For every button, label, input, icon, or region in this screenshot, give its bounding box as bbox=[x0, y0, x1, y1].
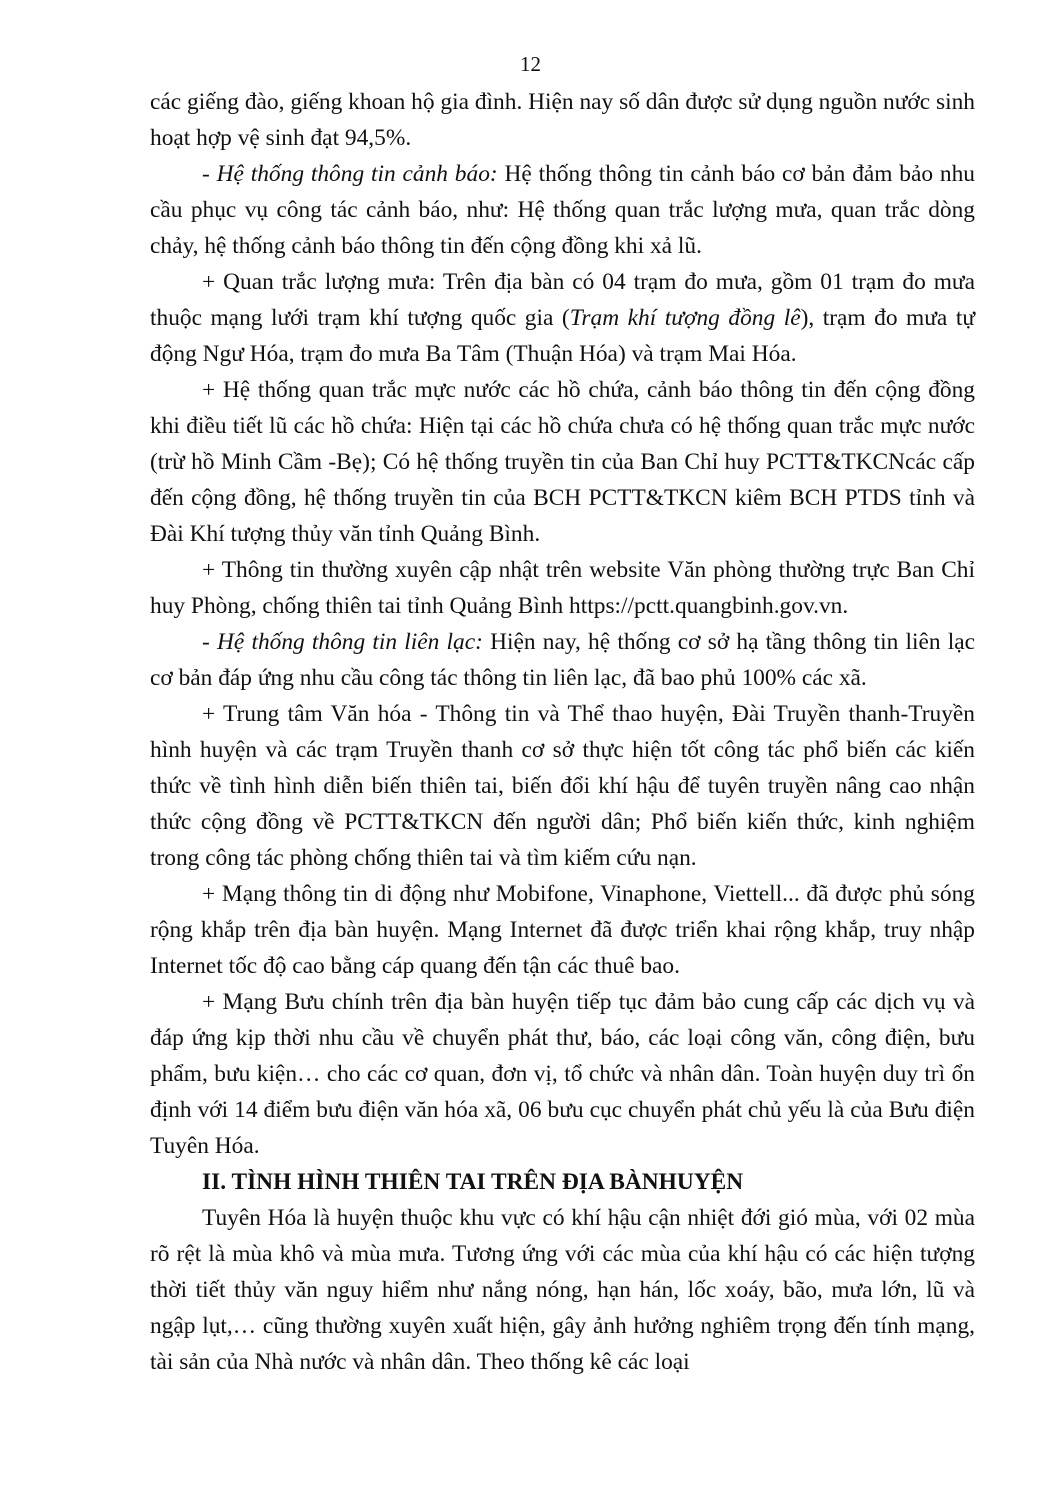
rainfall-station-name: Trạm khí tượng đồng lê bbox=[569, 305, 801, 331]
page-number: 12 bbox=[520, 52, 541, 76]
paragraph-rainfall-monitoring bbox=[150, 264, 975, 372]
paragraph-mobile-network: + Mạng thông tin di động như Mobifone, Vinaphone, Viettell... đã được phủ sóng rộng khắp trên địa bàn huyện. Mạng Internet đã được triển khai rộng khắp, truy nhập Internet tốc độ cao bằng cáp quang đến tận các thuê bao. bbox=[150, 881, 975, 979]
communication-system-label: - Hệ thống thông tin liên lạc: bbox=[202, 629, 483, 655]
section-heading: II. TÌNH HÌNH THIÊN TAI TRÊN ĐỊA BÀNHUYỆN bbox=[202, 1169, 744, 1195]
communication-system-text: Hiện nay, hệ thống cơ sở hạ tầng thông tin liên lạc cơ bản đáp ứng nhu cầu công tác thông tin liên lạc, đã bao phủ 100% các xã. bbox=[150, 629, 975, 691]
paragraph-climate: Tuyên Hóa là huyện thuộc khu vực có khí hậu cận nhiệt đới gió mùa, với 02 mùa rõ rệt là mùa khô và mùa mưa. Tương ứng với các mùa của khí hậu có các hiện tượng thời tiết thủy văn nguy hiểm như nắng nóng, hạn hán, lốc xoáy, bão, mưa lớn, lũ và ngập lụt,… cũng thường xuyên xuất hiện, gây ảnh hưởng nghiêm trọng đến tính mạng, tài sản của Nhà nước và nhân dân. Theo thống kê các loại bbox=[150, 1205, 975, 1375]
rainfall-text-before: + Quan trắc lượng mưa: Trên địa bàn có 04 trạm đo mưa, gồm 01 trạm đo mưa thuộc mạng lưới trạm khí tượng quốc gia ( bbox=[150, 269, 975, 331]
paragraph-website-info: + Thông tin thường xuyên cập nhật trên website Văn phòng thường trực Ban Chỉ huy Phòng, chống thiên tai tỉnh Quảng Bình https://pctt.quangbinh.gov.vn. bbox=[150, 557, 975, 619]
paragraph-culture-center: + Trung tâm Văn hóa - Thông tin và Thể thao huyện, Đài Truyền thanh-Truyền hình huyện và các trạm Truyền thanh cơ sở thực hiện tốt công tác phổ biến các kiến thức về tình hình diễn biến thiên tai, biến đổi khí hậu để tuyên truyền nâng cao nhận thức cộng đồng về PCTT&TKCN đến người dân; Phổ biến kiến thức, kinh nghiệm trong công tác phòng chống thiên tai và tìm kiếm cứu nạn. bbox=[150, 701, 975, 871]
paragraph-communication-system bbox=[150, 624, 975, 696]
rainfall-text-after: ), trạm đo mưa tự động Ngư Hóa, trạm đo mưa Ba Tâm (Thuận Hóa) và trạm Mai Hóa. bbox=[150, 305, 975, 367]
paragraph-reservoir-monitoring: + Hệ thống quan trắc mực nước các hồ chứa, cảnh báo thông tin đến cộng đồng khi điều tiết lũ các hồ chứa: Hiện tại các hồ chứa chưa có hệ thống quan trắc mực nước (trừ hồ Minh Cầm -Bẹ); Có hệ thống truyền tin của Ban Chỉ huy PCTT&TKCNcác cấp đến cộng đồng, hệ thống truyền tin của BCH PCTT&TKCN kiêm BCH PTDS tỉnh và Đài Khí tượng thủy văn tỉnh Quảng Bình. bbox=[150, 377, 975, 547]
paragraph-warning-system bbox=[150, 156, 975, 264]
warning-system-label: - Hệ thống thông tin cảnh báo: bbox=[202, 161, 498, 187]
document-body bbox=[150, 84, 975, 1380]
paragraph-water-supply: các giếng đào, giếng khoan hộ gia đình. Hiện nay số dân được sử dụng nguồn nước sinh hoạt hợp vệ sinh đạt 94,5%. bbox=[150, 89, 975, 151]
warning-system-text: Hệ thống thông tin cảnh báo cơ bản đảm bảo nhu cầu phục vụ công tác cảnh báo, như: Hệ thống quan trắc lượng mưa, quan trắc dòng chảy, hệ thống cảnh báo thông tin đến cộng đồng khi xả lũ. bbox=[150, 161, 975, 259]
paragraph-postal-network: + Mạng Bưu chính trên địa bàn huyện tiếp tục đảm bảo cung cấp các dịch vụ và đáp ứng kịp thời nhu cầu về chuyển phát thư, báo, các loại công văn, công điện, bưu phẩm, bưu kiện… cho các cơ quan, đơn vị, tổ chức và nhân dân. Toàn huyện duy trì ổn định với 14 điểm bưu điện văn hóa xã, 06 bưu cục chuyển phát chủ yếu là của Bưu điện Tuyên Hóa. bbox=[150, 989, 975, 1159]
